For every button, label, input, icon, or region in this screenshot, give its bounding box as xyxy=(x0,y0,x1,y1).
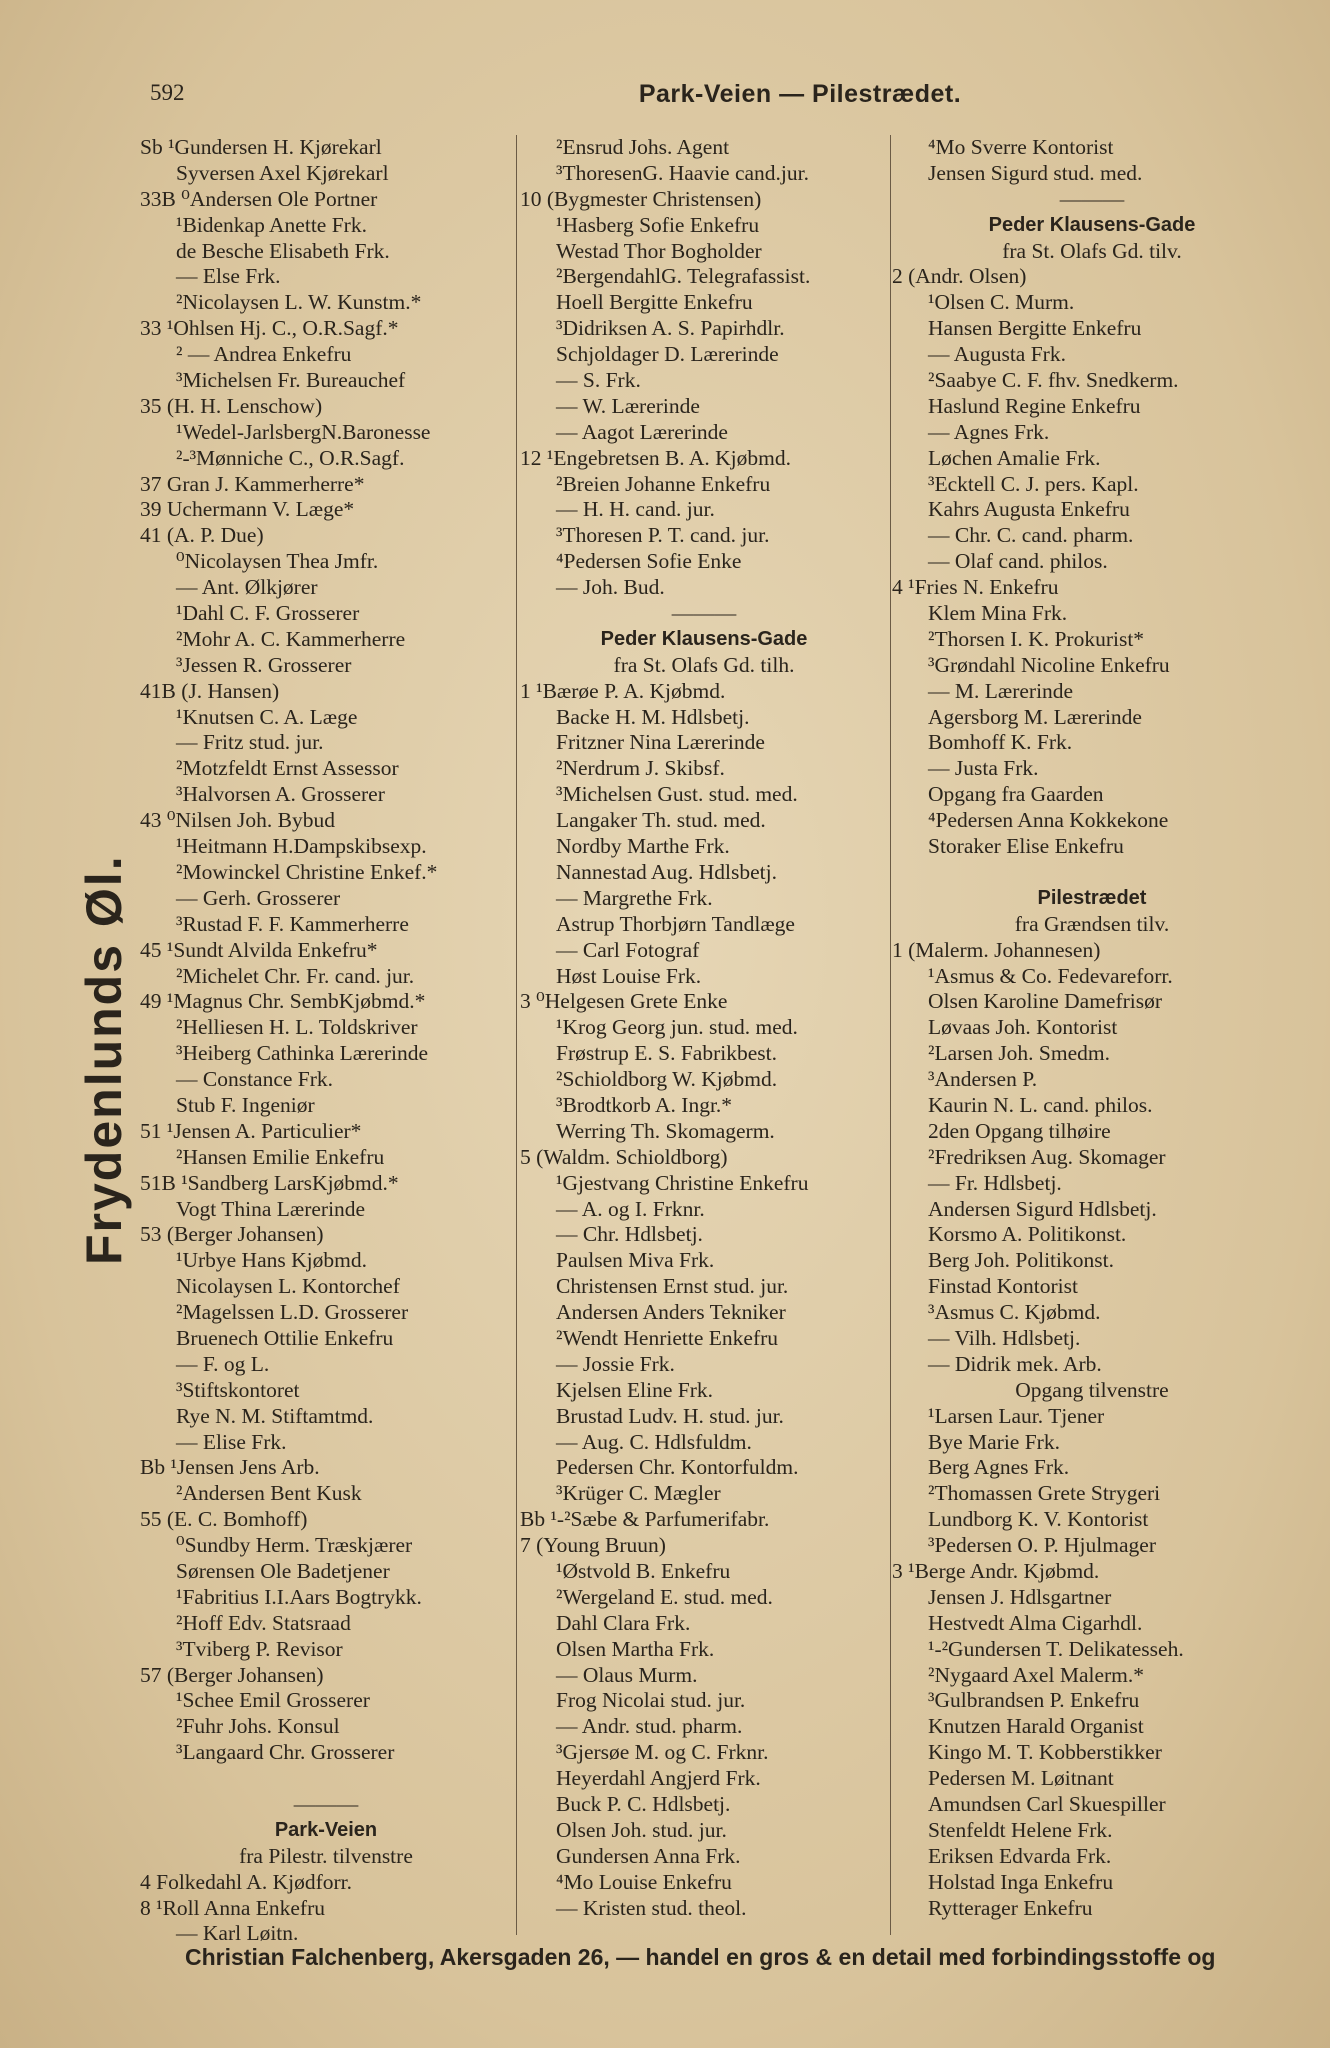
directory-entry: ²Ensrud Johs. Agent xyxy=(556,135,730,159)
directory-entry: ²Wendt Henriette Enkefru xyxy=(556,1325,779,1350)
column-divider xyxy=(890,135,891,1935)
directory-entry: 43 ⁰Nilsen Joh. Bybud xyxy=(140,808,335,833)
column-3 xyxy=(892,135,1292,1921)
directory-entry: Syversen Axel Kjørekarl xyxy=(176,160,389,185)
directory-entry: ²Wergeland E. stud. med. xyxy=(556,1584,773,1609)
directory-entry: ¹Dahl C. F. Grosserer xyxy=(176,601,360,626)
directory-entry: ²Helliesen H. L. Toldskriver xyxy=(176,1015,418,1040)
directory-entry: — Chr. Hdlsbetj. xyxy=(556,1222,703,1247)
directory-entry: Andersen Sigurd Hdlsbetj. xyxy=(928,1196,1157,1221)
directory-entry: ²Motzfeldt Ernst Assessor xyxy=(176,756,399,781)
directory-entry: ²Breien Johanne Enkefru xyxy=(556,471,771,496)
directory-entry: ¹Østvold B. Enkefru xyxy=(556,1558,731,1583)
section-divider: ——— xyxy=(671,601,737,626)
directory-entry: Sørensen Ole Badetjener xyxy=(176,1558,390,1583)
street-subheading: fra St. Olafs Gd. tilv. xyxy=(1002,238,1182,263)
directory-entry: ³Thoresen P. T. cand. jur. xyxy=(556,523,770,548)
directory-entry: Lundborg K. V. Kontorist xyxy=(928,1507,1149,1532)
directory-entry: ⁰Sundby Herm. Træskjærer xyxy=(176,1533,413,1558)
directory-entry: 4 Folkedahl A. Kjødforr. xyxy=(140,1869,352,1894)
directory-entry: ⁴Mo Louise Enkefru xyxy=(556,1869,732,1894)
directory-entry: Finstad Kontorist xyxy=(928,1274,1078,1299)
directory-entry: — Olaf cand. philos. xyxy=(928,549,1108,574)
directory-entry: Rytterager Enkefru xyxy=(928,1895,1093,1920)
directory-entry: Pedersen Chr. Kontorfuldm. xyxy=(556,1455,799,1480)
directory-entry: ²Nerdrum J. Skibsf. xyxy=(556,756,725,781)
directory-entry: Fritzner Nina Lærerinde xyxy=(556,730,765,755)
directory-entry: — Else Frk. xyxy=(176,264,281,289)
directory-entry: Knutzen Harald Organist xyxy=(928,1714,1144,1739)
directory-entry: Kingo M. T. Kobberstikker xyxy=(928,1740,1162,1765)
directory-entry: ³Didriksen A. S. Papirhdlr. xyxy=(556,316,785,341)
directory-entry: Nordby Marthe Frk. xyxy=(556,834,730,859)
directory-entry: Nicolaysen L. Kontorchef xyxy=(176,1274,400,1299)
directory-entry: ¹Knutsen C. A. Læge xyxy=(176,704,358,729)
directory-entry: 39 Uchermann V. Læge* xyxy=(140,497,355,522)
directory-entry: Jensen Sigurd stud. med. xyxy=(928,160,1143,185)
directory-entry: 10 (Bygmester Christensen) xyxy=(520,186,762,211)
directory-entry: ²Hansen Emilie Enkefru xyxy=(176,1144,385,1169)
directory-entry: ³Pedersen O. P. Hjulmager xyxy=(928,1533,1156,1558)
directory-entry: — Gerh. Grosserer xyxy=(176,885,341,910)
directory-entry: Olsen Joh. stud. jur. xyxy=(556,1817,727,1842)
street-heading: Park-Veien xyxy=(274,1818,378,1841)
directory-entry: — Olaus Murm. xyxy=(556,1662,698,1687)
directory-entry: ²Nygaard Axel Malerm.* xyxy=(928,1662,1145,1687)
directory-entry: ²Schioldborg W. Kjøbmd. xyxy=(556,1067,778,1092)
directory-entry: ¹Fabritius I.I.Aars Bogtrykk. xyxy=(176,1584,422,1609)
directory-entry: 37 Gran J. Kammerherre* xyxy=(140,471,365,496)
directory-entry: 12 ¹Engebretsen B. A. Kjøbmd. xyxy=(520,445,791,470)
directory-entry: 7 (Young Bruun) xyxy=(520,1533,666,1558)
directory-entry: ²Magelssen L.D. Grosserer xyxy=(176,1300,409,1325)
directory-entry: ⁴Pedersen Sofie Enke xyxy=(556,549,742,574)
running-title: Park-Veien — Pilestrædet. xyxy=(638,80,962,108)
directory-entry: — Joh. Bud. xyxy=(556,575,665,600)
street-subheading: fra Pilestr. tilvenstre xyxy=(239,1843,413,1868)
directory-entry: — Vilh. Hdlsbetj. xyxy=(928,1325,1081,1350)
directory-entry: ²Fredriksen Aug. Skomager xyxy=(928,1144,1166,1169)
directory-entry: ²Michelet Chr. Fr. cand. jur. xyxy=(176,963,415,988)
page-number: 592 xyxy=(150,80,185,105)
directory-entry: 5 (Waldm. Schioldborg) xyxy=(520,1144,728,1169)
directory-entry: Berg Agnes Frk. xyxy=(928,1455,1070,1480)
directory-entry: — W. Lærerinde xyxy=(556,393,700,418)
directory-entry: ³Gulbrandsen P. Enkefru xyxy=(928,1688,1140,1713)
directory-entry: ¹Urbye Hans Kjøbmd. xyxy=(176,1248,367,1273)
directory-entry: ³Tviberg P. Revisor xyxy=(176,1636,343,1661)
directory-entry: ⁰Nicolaysen Thea Jmfr. xyxy=(176,549,379,574)
directory-entry: Korsmo A. Politikonst. xyxy=(928,1222,1127,1247)
directory-entry: Løchen Amalie Frk. xyxy=(928,445,1101,470)
directory-entry: ¹Olsen C. Murm. xyxy=(928,290,1075,315)
directory-entry: Brustad Ludv. H. stud. jur. xyxy=(556,1403,784,1428)
directory-entry: — H. H. cand. jur. xyxy=(556,497,715,522)
directory-entry: Kaurin N. L. cand. philos. xyxy=(928,1092,1153,1117)
street-heading: Peder Klausens-Gade xyxy=(600,627,808,650)
directory-entry: ¹Asmus & Co. Fedevareforr. xyxy=(928,963,1173,988)
directory-entry: Bomhoff K. Frk. xyxy=(928,730,1073,755)
directory-entry: Kjelsen Eline Frk. xyxy=(556,1377,714,1402)
directory-entry: Gundersen Anna Frk. xyxy=(556,1843,741,1868)
directory-entry: Langaker Th. stud. med. xyxy=(556,808,766,833)
directory-entry: 1 (Malerm. Johannesen) xyxy=(892,937,1101,962)
directory-entry: ³Ecktell C. J. pers. Kapl. xyxy=(928,471,1139,496)
directory-entry: ³Stiftskontoret xyxy=(176,1377,300,1402)
directory-entry: Stenfeldt Helene Frk. xyxy=(928,1817,1113,1842)
directory-entry: Høst Louise Frk. xyxy=(556,963,702,988)
directory-entry: — Agnes Frk. xyxy=(928,419,1050,444)
directory-entry: Backe H. M. Hdlsbetj. xyxy=(556,704,750,729)
directory-entry: 41 (A. P. Due) xyxy=(140,523,264,548)
directory-entry: 55 (E. C. Bomhoff) xyxy=(140,1507,308,1532)
directory-entry: ³Rustad F. F. Kammerherre xyxy=(176,911,409,936)
blank-line xyxy=(140,1766,512,1792)
street-subheading: fra Grændsen tilv. xyxy=(1014,911,1170,936)
directory-entry: Bb ¹Jensen Jens Arb. xyxy=(140,1455,320,1480)
directory-entry: — Aug. C. Hdlsfuldm. xyxy=(556,1429,752,1454)
directory-entry: ³Jessen R. Grosserer xyxy=(176,652,352,677)
directory-entry: ⁴Pedersen Anna Kokkekone xyxy=(928,808,1169,833)
directory-entry: Bruenech Ottilie Enkefru xyxy=(176,1325,394,1350)
directory-entry: 35 (H. H. Lenschow) xyxy=(140,393,323,418)
directory-entry: ³Heiberg Cathinka Lærerinde xyxy=(176,1041,429,1066)
directory-entry: 2 (Andr. Olsen) xyxy=(892,264,1027,289)
directory-entry: ²Andersen Bent Kusk xyxy=(176,1481,362,1506)
directory-entry: — Carl Fotograf xyxy=(556,937,700,962)
column-divider xyxy=(516,135,517,1935)
directory-entry: Storaker Elise Enkefru xyxy=(928,834,1124,859)
directory-entry: ³Krüger C. Mægler xyxy=(556,1481,721,1506)
column-2 xyxy=(520,135,888,1921)
directory-entry: 2den Opgang tilhøire xyxy=(928,1118,1111,1143)
footer-advertisement: Christian Falchenberg, Akersgaden 26, — handel en gros & en detail med forbindingsstoffe og xyxy=(185,1944,1216,1970)
directory-entry: ¹Larsen Laur. Tjener xyxy=(928,1403,1105,1428)
directory-entry: 8 ¹Roll Anna Enkefru xyxy=(140,1895,325,1920)
directory-entry: Klem Mina Frk. xyxy=(928,601,1068,626)
directory-entry: — A. og I. Frknr. xyxy=(556,1196,705,1221)
directory-entry: — Ant. Ølkjører xyxy=(176,575,318,600)
directory-entry: de Besche Elisabeth Frk. xyxy=(176,238,390,263)
directory-entry: — Chr. C. cand. pharm. xyxy=(928,523,1134,548)
directory-entry: Olsen Karoline Damefrisør xyxy=(928,989,1163,1014)
directory-entry: 57 (Berger Johansen) xyxy=(140,1662,324,1687)
directory-entry: ³Langaard Chr. Grosserer xyxy=(176,1740,395,1765)
directory-entry: ¹Wedel-JarlsbergN.Baronesse xyxy=(176,419,431,444)
directory-entry: 41B (J. Hansen) xyxy=(140,678,280,703)
directory-entry: 53 (Berger Johansen) xyxy=(140,1222,324,1247)
directory-entry: 3 ¹Berge Andr. Kjøbmd. xyxy=(892,1558,1100,1583)
directory-entry: — S. Frk. xyxy=(556,368,641,393)
directory-entry: ²BergendahlG. Telegrafassist. xyxy=(556,264,811,289)
directory-entry: Hoell Bergitte Enkefru xyxy=(556,290,753,315)
directory-entry: Amundsen Carl Skuespiller xyxy=(928,1792,1166,1816)
directory-entry: Bb ¹-²Sæbe & Parfumerifabr. xyxy=(520,1507,770,1532)
directory-entry: — Margrethe Frk. xyxy=(556,885,713,910)
directory-entry: ²Thomassen Grete Strygeri xyxy=(928,1481,1161,1506)
directory-entry: 33B ⁰Andersen Ole Portner xyxy=(140,186,378,211)
directory-entry: Berg Joh. Politikonst. xyxy=(928,1248,1114,1273)
street-subheading: Opgang tilvenstre xyxy=(1015,1377,1169,1402)
directory-entry: ¹Bidenkap Anette Frk. xyxy=(176,212,367,237)
directory-entry: — F. og L. xyxy=(176,1351,270,1376)
directory-entry: Pedersen M. Løitnant xyxy=(928,1766,1114,1791)
directory-entry: Schjoldager D. Lærerinde xyxy=(556,342,779,367)
section-divider: ——— xyxy=(1059,186,1125,211)
directory-entry: ¹Gjestvang Christine Enkefru xyxy=(556,1170,809,1195)
directory-entry: Sb ¹Gundersen H. Kjørekarl xyxy=(140,135,382,159)
directory-entry: Bye Marie Frk. xyxy=(928,1429,1060,1454)
directory-entry: ²Larsen Joh. Smedm. xyxy=(928,1041,1111,1066)
directory-entry: — Fr. Hdlsbetj. xyxy=(928,1170,1062,1195)
directory-entry: 1 ¹Bærøe P. A. Kjøbmd. xyxy=(520,678,726,703)
directory-entry: 51B ¹Sandberg LarsKjøbmd.* xyxy=(140,1170,399,1195)
directory-entry: — Jossie Frk. xyxy=(556,1351,675,1376)
directory-entry: ³Michelsen Gust. stud. med. xyxy=(556,782,798,807)
directory-entry: Nannestad Aug. Hdlsbetj. xyxy=(556,859,777,884)
directory-entry: Rye N. M. Stiftamtmd. xyxy=(176,1403,374,1428)
directory-entry: ³Grøndahl Nicoline Enkefru xyxy=(928,652,1170,677)
directory-entry: ³Asmus C. Kjøbmd. xyxy=(928,1300,1101,1325)
directory-entry: ¹-²Gundersen T. Delikatesseh. xyxy=(928,1636,1184,1661)
directory-entry: Stub F. Ingeniør xyxy=(176,1092,315,1117)
directory-entry: 51 ¹Jensen A. Particulier* xyxy=(140,1118,362,1143)
directory-entry: ²Nicolaysen L. W. Kunstm.* xyxy=(176,290,422,315)
directory-entry: ³Brodtkorb A. Ingr.* xyxy=(556,1092,733,1117)
directory-entry: — Constance Frk. xyxy=(176,1067,334,1092)
directory-entry: ² — Andrea Enkefru xyxy=(176,342,352,367)
directory-entry: Astrup Thorbjørn Tandlæge xyxy=(556,911,795,936)
directory-entry: Haslund Regine Enkefru xyxy=(928,393,1141,418)
directory-entry: — Karl Løitn. xyxy=(176,1921,299,1946)
page-header xyxy=(150,80,1230,120)
directory-entry: ²Fuhr Johs. Konsul xyxy=(176,1714,340,1739)
directory-entry: ²Mohr A. C. Kammerherre xyxy=(176,626,406,651)
directory-entry: Paulsen Miva Frk. xyxy=(556,1248,715,1273)
directory-entry: ¹Schee Emil Grosserer xyxy=(176,1688,370,1713)
directory-entry: — Fritz stud. jur. xyxy=(176,730,324,755)
street-heading: Pilestrædet xyxy=(1037,886,1147,909)
directory-entry: — Andr. stud. pharm. xyxy=(556,1714,743,1739)
directory-entry: ¹Heitmann H.Dampskibsexp. xyxy=(176,834,427,859)
directory-entry: Frog Nicolai stud. jur. xyxy=(556,1688,746,1713)
directory-entry: Olsen Martha Frk. xyxy=(556,1636,715,1661)
directory-entry: 4 ¹Fries N. Enkefru xyxy=(892,575,1059,600)
directory-entry: ²Hoff Edv. Statsraad xyxy=(176,1610,351,1635)
directory-entry: ³Michelsen Fr. Bureauchef xyxy=(176,368,406,393)
directory-entry: ²-³Mønniche C., O.R.Sagf. xyxy=(176,445,405,470)
directory-entry: Løvaas Joh. Kontorist xyxy=(928,1015,1118,1040)
directory-entry: Andersen Anders Tekniker xyxy=(556,1300,786,1325)
directory-entry: Jensen J. Hdlsgartner xyxy=(928,1584,1112,1609)
directory-entry: 3 ⁰Helgesen Grete Enke xyxy=(520,989,728,1014)
directory-entry: — Aagot Lærerinde xyxy=(556,419,728,444)
directory-entry: 45 ¹Sundt Alvilda Enkefru* xyxy=(140,937,378,962)
directory-entry: — Kristen stud. theol. xyxy=(556,1895,747,1920)
directory-entry: 33 ¹Ohlsen Hj. C., O.R.Sagf.* xyxy=(140,316,399,341)
directory-entry: Agersborg M. Lærerinde xyxy=(928,704,1142,729)
directory-entry: — M. Lærerinde xyxy=(928,678,1074,703)
directory-entry: Westad Thor Bogholder xyxy=(556,238,762,263)
directory-entry: ¹Krog Georg jun. stud. med. xyxy=(556,1015,798,1040)
directory-entry: Kahrs Augusta Enkefru xyxy=(928,497,1130,522)
directory-entry: Frøstrup E. S. Fabrikbest. xyxy=(556,1041,777,1066)
directory-entry: ²Thorsen I. K. Prokurist* xyxy=(928,626,1145,651)
directory-entry: Christensen Ernst stud. jur. xyxy=(556,1274,789,1299)
directory-entry: Dahl Clara Frk. xyxy=(556,1610,691,1635)
directory-entry: Heyerdahl Angjerd Frk. xyxy=(556,1766,761,1791)
directory-entry: Vogt Thina Lærerinde xyxy=(176,1196,366,1221)
directory-entry: ²Saabye C. F. fhv. Snedkerm. xyxy=(928,368,1179,393)
directory-entry: — Augusta Frk. xyxy=(928,342,1066,367)
directory-entry: 49 ¹Magnus Chr. SembKjøbmd.* xyxy=(140,989,426,1014)
street-heading: Peder Klausens-Gade xyxy=(988,213,1196,236)
directory-entry: Buck P. C. Hdlsbetj. xyxy=(556,1792,731,1816)
directory-entry: ³Gjersøe M. og C. Frknr. xyxy=(556,1740,769,1765)
blank-line xyxy=(892,860,1292,886)
directory-entry: Opgang fra Gaarden xyxy=(928,782,1104,807)
directory-entry: ³ThoresenG. Haavie cand.jur. xyxy=(556,160,810,185)
directory-entry: Holstad Inga Enkefru xyxy=(928,1869,1114,1894)
section-divider: ——— xyxy=(293,1792,359,1816)
directory-entry: Werring Th. Skomagerm. xyxy=(556,1118,775,1143)
directory-entry: — Justa Frk. xyxy=(928,756,1039,781)
directory-entry: ⁴Mo Sverre Kontorist xyxy=(928,135,1114,159)
directory-entry: ¹Hasberg Sofie Enkefru xyxy=(556,212,760,237)
directory-entry: Hestvedt Alma Cigarhdl. xyxy=(928,1610,1143,1635)
directory-entry: Hansen Bergitte Enkefru xyxy=(928,316,1142,341)
street-subheading: fra St. Olafs Gd. tilh. xyxy=(613,652,795,677)
directory-entry: — Didrik mek. Arb. xyxy=(928,1351,1102,1376)
column-1 xyxy=(140,135,512,1947)
directory-entry: Eriksen Edvarda Frk. xyxy=(928,1843,1112,1868)
directory-entry: — Elise Frk. xyxy=(176,1429,287,1454)
directory-entry: ²Mowinckel Christine Enkef.* xyxy=(176,859,438,884)
side-advertisement: Frydenlunds Øl. xyxy=(76,854,132,1265)
directory-entry: ³Andersen P. xyxy=(928,1067,1038,1092)
directory-entry: ³Halvorsen A. Grosserer xyxy=(176,782,385,807)
